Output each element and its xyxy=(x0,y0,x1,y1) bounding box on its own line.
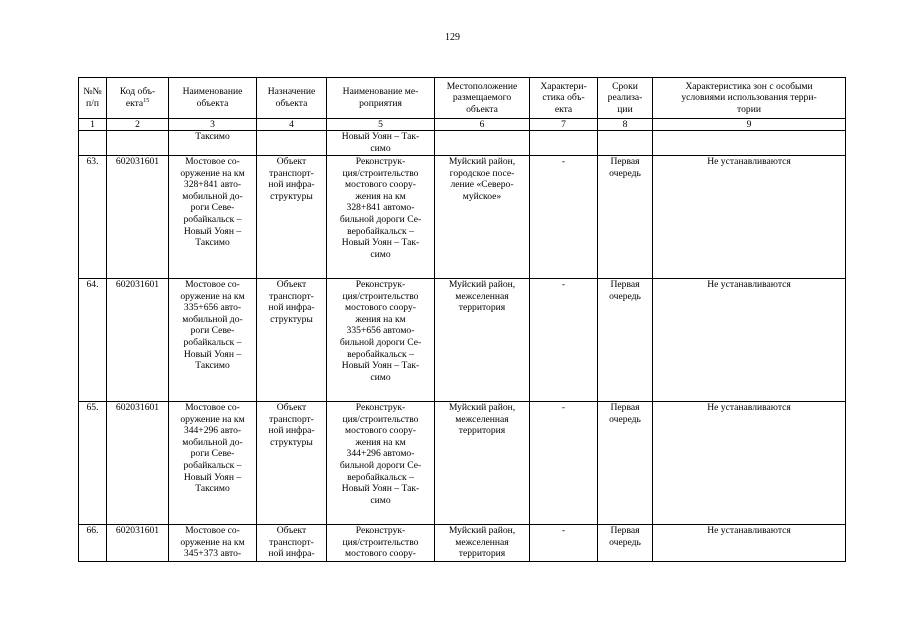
object-purpose-line: ной инфра- xyxy=(268,425,315,437)
table-row xyxy=(79,156,846,279)
object-name-line: оружение на км xyxy=(180,290,245,302)
object-location-line: межселенная xyxy=(455,290,509,302)
object-name-line: 328+841 авто- xyxy=(183,179,242,191)
activity-name-line: 344+296 автомо- xyxy=(346,448,415,460)
object-purpose-line: Объект xyxy=(276,279,307,290)
object-name-line: Новый Уоян – xyxy=(183,348,242,360)
object-purpose xyxy=(257,402,327,525)
object-name-line: Таксимо xyxy=(195,360,230,372)
header-text-line: размещаемого xyxy=(452,92,512,104)
object-name-line: роги Севе- xyxy=(190,448,235,460)
activity-name-line: Реконструк- xyxy=(355,525,406,536)
object-name-line: оружение на км xyxy=(180,413,245,425)
cont-cell-8 xyxy=(598,131,653,156)
cont-cell-5 xyxy=(327,131,435,156)
object-name-line: Новый Уоян – xyxy=(183,471,242,483)
header-cell-3 xyxy=(169,78,257,119)
activity-name-line: веробайкальск – xyxy=(347,471,414,483)
header-cell-4 xyxy=(257,78,327,119)
activity-name-line: 335+656 автомо- xyxy=(346,325,415,337)
activity-name-line: ция/строительство xyxy=(342,167,419,179)
object-name-line: 335+656 авто- xyxy=(183,302,242,314)
object-characteristic-line: - xyxy=(561,156,566,167)
activity-name-line: веробайкальск – xyxy=(347,225,414,237)
object-name-line: 344+296 авто- xyxy=(183,425,242,437)
object-purpose-line: Объект xyxy=(276,156,307,167)
header-text-line: реализа- xyxy=(607,92,643,104)
cont-cell-2 xyxy=(107,131,169,156)
object-name xyxy=(169,156,257,279)
object-purpose-line: ной инфра- xyxy=(268,548,315,560)
object-name-line: Таксимо xyxy=(195,237,230,249)
object-code xyxy=(107,156,169,279)
object-location xyxy=(435,156,530,279)
implementation-term-line: Первая xyxy=(610,156,640,167)
activity-name-line: жения на км xyxy=(355,436,406,448)
activity-name-line: Реконструк- xyxy=(355,402,406,413)
object-purpose-line: транспорт- xyxy=(269,290,314,302)
object-name xyxy=(169,279,257,402)
column-number-2: 2 xyxy=(107,119,169,131)
row-number-line: 65. xyxy=(86,402,99,413)
column-number-6: 6 xyxy=(435,119,530,131)
header-cell-9 xyxy=(653,78,846,119)
header-text-line: стика объ- xyxy=(542,92,585,104)
implementation-term-line: очередь xyxy=(609,290,641,302)
object-name-line: роги Севе- xyxy=(190,202,235,214)
row-number xyxy=(79,525,107,562)
object-purpose-line: структуры xyxy=(270,190,313,202)
activity-name xyxy=(327,525,435,562)
column-number-1: 1 xyxy=(79,119,107,131)
activity-name-line: мостового соору- xyxy=(345,548,416,560)
column-number-7: 7 xyxy=(530,119,598,131)
header-text-line: ции xyxy=(617,103,633,115)
activity-name-line: симо xyxy=(370,494,391,506)
object-location-line: территория xyxy=(458,548,506,560)
row-number-line: 63. xyxy=(86,156,99,167)
implementation-term xyxy=(598,279,653,402)
header-text-line: Код объ- xyxy=(119,86,156,98)
object-code-line: 602031601 xyxy=(115,279,160,290)
object-name-line: оружение на км xyxy=(180,167,245,179)
implementation-term xyxy=(598,402,653,525)
object-location xyxy=(435,402,530,525)
header-text-line: объекта xyxy=(466,103,498,115)
object-location-line: Муйский район, xyxy=(448,156,516,167)
header-text-line: объекта xyxy=(275,98,308,109)
cont-name-line: Таксимо xyxy=(195,131,230,142)
table-row xyxy=(79,402,846,525)
row-number xyxy=(79,156,107,279)
activity-name xyxy=(327,402,435,525)
object-location-line: городское посе- xyxy=(449,167,515,179)
row-number-line: 64. xyxy=(86,279,99,290)
activity-name-line: мостового соору- xyxy=(345,179,416,191)
object-location-line: Муйский район, xyxy=(448,279,516,290)
object-location-line: муйское» xyxy=(462,190,502,202)
object-name-line: Таксимо xyxy=(195,483,230,495)
object-location-line: Муйский район, xyxy=(448,402,516,413)
object-location-line: Муйский район, xyxy=(448,525,516,536)
activity-name-line: жения на км xyxy=(355,313,406,325)
object-characteristic-line: - xyxy=(561,525,566,536)
object-purpose-line: структуры xyxy=(270,436,313,448)
activity-name-line: мостового соору- xyxy=(345,302,416,314)
header-row xyxy=(79,78,846,119)
cont-cell-4 xyxy=(257,131,327,156)
object-purpose-line: Объект xyxy=(276,402,307,413)
header-text-line: Наименование ме- xyxy=(342,86,419,98)
header-text-line: роприятия xyxy=(359,98,402,109)
object-code xyxy=(107,525,169,562)
object-characteristic-line: - xyxy=(561,402,566,413)
object-name xyxy=(169,402,257,525)
implementation-term-line: очередь xyxy=(609,536,641,548)
activity-name-line: ция/строительство xyxy=(342,536,419,548)
special-zones xyxy=(653,156,846,279)
activity-name-line: ция/строительство xyxy=(342,290,419,302)
header-cell-1 xyxy=(79,78,107,119)
object-code-line: 602031601 xyxy=(115,156,160,167)
object-purpose xyxy=(257,156,327,279)
header-text-line: п/п xyxy=(86,98,99,109)
activity-name xyxy=(327,279,435,402)
page-number: 129 xyxy=(445,32,460,43)
object-location-line: территория xyxy=(458,425,506,437)
column-number-4: 4 xyxy=(257,119,327,131)
implementation-term-line: очередь xyxy=(609,413,641,425)
special-zones xyxy=(653,402,846,525)
header-cell-8 xyxy=(598,78,653,119)
header-text-line: Характери- xyxy=(540,80,587,92)
activity-name-line: веробайкальск – xyxy=(347,348,414,360)
header-cell-2 xyxy=(107,78,169,119)
object-purpose-line: ной инфра- xyxy=(268,179,315,191)
header-text-line: екта$^{15}$ xyxy=(125,98,150,109)
implementation-term-line: Первая xyxy=(610,525,640,536)
special-zones xyxy=(653,525,846,562)
activity-name-line: мостового соору- xyxy=(345,425,416,437)
row-number xyxy=(79,279,107,402)
object-name-line: мобильной до- xyxy=(182,313,243,325)
object-purpose-line: ной инфра- xyxy=(268,302,315,314)
object-name-line: 345+373 авто- xyxy=(183,548,242,560)
activity-name-line: бильной дороги Се- xyxy=(339,213,422,225)
object-purpose-line: транспорт- xyxy=(269,536,314,548)
table-row xyxy=(79,279,846,402)
object-location xyxy=(435,525,530,562)
header-text-line: Местоположение xyxy=(446,80,518,92)
object-name-line: робайкальск – xyxy=(183,336,242,348)
object-name-line: робайкальск – xyxy=(183,459,242,471)
special-zones-line: Не устанавливаются xyxy=(707,402,791,413)
column-number-9: 9 xyxy=(653,119,846,131)
implementation-term xyxy=(598,156,653,279)
special-zones-line: Не устанавливаются xyxy=(707,279,791,290)
activity-name-line: Реконструк- xyxy=(355,279,406,290)
object-characteristic xyxy=(530,279,598,402)
header-text-line: №№ xyxy=(83,86,102,98)
header-text-line: екта xyxy=(554,103,573,115)
object-characteristic-line: - xyxy=(561,279,566,290)
special-zones-line: Не устанавливаются xyxy=(707,525,791,536)
object-name-line: робайкальск – xyxy=(183,213,242,225)
cont-cell-3 xyxy=(169,131,257,156)
column-number-5: 5 xyxy=(327,119,435,131)
object-name-line: Новый Уоян – xyxy=(183,225,242,237)
special-zones-line: Не устанавливаются xyxy=(707,156,791,167)
object-purpose-line: транспорт- xyxy=(269,167,314,179)
object-name-line: оружение на км xyxy=(180,536,245,548)
cont-cell-1 xyxy=(79,131,107,156)
activity-name-line: 328+841 автомо- xyxy=(346,202,415,214)
activity-name-line: Новый Уоян – Так- xyxy=(341,237,420,249)
implementation-term-line: очередь xyxy=(609,167,641,179)
column-number-3: 3 xyxy=(169,119,257,131)
header-cell-7 xyxy=(530,78,598,119)
activity-name-line: бильной дороги Се- xyxy=(339,459,422,471)
object-code xyxy=(107,402,169,525)
header-text-line: Сроки xyxy=(612,80,638,92)
cont-activity-line: Новый Уоян – Так- xyxy=(341,131,420,142)
header-text-line: Наименование xyxy=(182,86,243,98)
activity-name xyxy=(327,156,435,279)
table-row xyxy=(79,525,846,562)
activity-name-line: Новый Уоян – Так- xyxy=(341,483,420,495)
object-location xyxy=(435,279,530,402)
implementation-term xyxy=(598,525,653,562)
object-code xyxy=(107,279,169,402)
continuation-row xyxy=(79,131,846,156)
header-cell-5 xyxy=(327,78,435,119)
header-text-line: тории xyxy=(737,103,761,115)
object-name xyxy=(169,525,257,562)
activity-name-line: ция/строительство xyxy=(342,413,419,425)
column-number-row xyxy=(79,119,846,131)
activity-name-line: бильной дороги Се- xyxy=(339,336,422,348)
object-location-line: территория xyxy=(458,302,506,314)
implementation-term-line: Первая xyxy=(610,402,640,413)
footnote-marker: 15 xyxy=(143,98,150,104)
activity-name-line: симо xyxy=(370,248,391,260)
object-purpose xyxy=(257,279,327,402)
header-text-line: объекта xyxy=(196,98,229,109)
object-code-line: 602031601 xyxy=(115,525,160,536)
column-number-8: 8 xyxy=(598,119,653,131)
object-name-line: Мостовое со- xyxy=(185,402,240,413)
row-number xyxy=(79,402,107,525)
activity-name-line: Новый Уоян – Так- xyxy=(341,360,420,372)
object-characteristic xyxy=(530,156,598,279)
header-text-line: Характеристика зон с особыми xyxy=(685,80,813,92)
object-location-line: межселенная xyxy=(455,413,509,425)
object-name-line: мобильной до- xyxy=(182,436,243,448)
header-text-line: Назначение xyxy=(267,86,316,98)
activity-name-line: симо xyxy=(370,371,391,383)
cont-cell-9 xyxy=(653,131,846,156)
object-name-line: Мостовое со- xyxy=(185,279,240,290)
object-purpose-line: транспорт- xyxy=(269,413,314,425)
cont-cell-6 xyxy=(435,131,530,156)
cont-cell-7 xyxy=(530,131,598,156)
object-name-line: роги Севе- xyxy=(190,325,235,337)
cont-activity-line: симо xyxy=(370,142,391,154)
object-characteristic xyxy=(530,525,598,562)
row-number-line: 66. xyxy=(86,525,99,536)
header-text-line: условиями использования терри- xyxy=(681,92,817,104)
object-name-line: Мостовое со- xyxy=(185,525,240,536)
object-name-line: Мостовое со- xyxy=(185,156,240,167)
object-name-line: мобильной до- xyxy=(182,190,243,202)
activity-name-line: жения на км xyxy=(355,190,406,202)
activity-name-line: Реконструк- xyxy=(355,156,406,167)
special-zones xyxy=(653,279,846,402)
object-characteristic xyxy=(530,402,598,525)
object-purpose xyxy=(257,525,327,562)
object-location-line: межселенная xyxy=(455,536,509,548)
object-purpose-line: Объект xyxy=(276,525,307,536)
header-cell-6 xyxy=(435,78,530,119)
implementation-term-line: Первая xyxy=(610,279,640,290)
object-purpose-line: структуры xyxy=(270,313,313,325)
objects-table xyxy=(78,77,846,562)
object-code-line: 602031601 xyxy=(115,402,160,413)
object-location-line: ление «Северо- xyxy=(450,179,514,191)
